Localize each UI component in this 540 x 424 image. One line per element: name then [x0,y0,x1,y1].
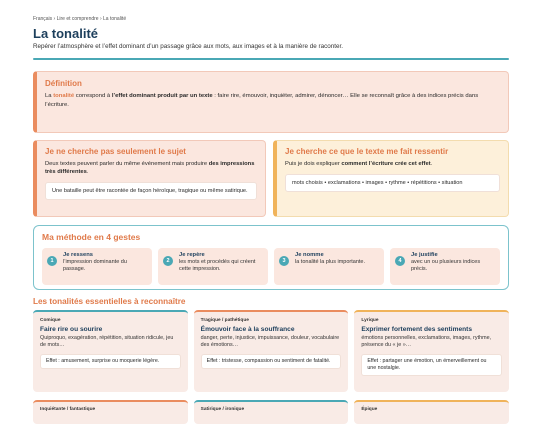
subject-box [33,140,266,217]
definition-box [33,71,509,133]
title-divider [33,58,509,60]
tonality-card [354,310,509,392]
step-text: les mots et procédés qui créent cette impression. [179,259,256,272]
card-text: émotions personnelles, exclamations, images, rythme, présence du « je »… [361,335,492,348]
card-tag: Satirique / ironique [200,407,245,412]
feeling-box [273,140,509,217]
method-box [33,225,509,290]
card-tag: Lyrique [361,318,379,323]
subject-box-text: Deux textes peuvent parler du même événement mais produire des impressions très différentes. [45,161,255,175]
step-number-badge: 1 [47,256,57,266]
method-step [274,248,384,285]
method-step [42,248,152,285]
definition-title: Définition [45,79,82,88]
tonality-card [354,400,509,424]
step-title: Je ressens [63,252,93,258]
step-number-badge: 2 [163,256,173,266]
method-title: Ma méthode en 4 gestes [42,232,141,242]
clues-list: mots choisis • exclamations • images • rythme • répétitions • situation [285,174,500,192]
step-title: Je repère [179,252,205,258]
tonality-card [33,310,188,392]
step-text: l’impression dominante du passage. [63,259,127,272]
card-effect: Effet : partager une émotion, un émerveillement ou une nostalgie. [361,354,502,376]
breadcrumb[interactable]: Français › Lire et comprendre › La tonalité [33,16,127,22]
tonality-cards [33,310,509,392]
card-text: danger, perte, injustice, impuissance, douleur, vocabulaire des émotions… [200,335,340,348]
card-tag: Comique [40,318,61,323]
method-step [158,248,268,285]
feeling-box-text: Puis je dois expliquer comment l’écriture crée cet effet. [285,161,433,167]
definition-text: La tonalité correspond à l’effet dominant produit par un texte : faire rire, émouvoir, inquiéter, admirer, dénoncer… Elle se reconnaît grâce à des indices précis dans l’écriture. [45,93,479,108]
card-title: Faire rire ou sourire [40,326,103,333]
step-number-badge: 4 [395,256,405,266]
step-title: Je justifie [411,252,438,258]
tonality-card [33,400,188,424]
step-title: Je nomme [295,252,324,258]
tonality-card [194,400,349,424]
page-title: La tonalité [33,26,99,41]
method-step [390,248,500,285]
definition-bold: l’effet dominant produit par un texte [111,93,213,99]
tonality-card [194,310,349,392]
card-effect: Effet : amusement, surprise ou moquerie légère. [40,354,181,369]
card-text: Quiproquo, exagération, répétition, situation ridicule, jeu de mots… [40,335,174,348]
step-number-badge: 3 [279,256,289,266]
card-title: Émouvoir face à la souffrance [200,326,295,333]
card-tag: Inquiétante / fantastique [40,407,96,412]
page [33,16,509,412]
subject-box-title: Je ne cherche pas seulement le sujet [45,147,186,156]
page-subtitle: Repérer l’atmosphère et l’effet dominant d’un passage grâce aux mots, aux images et à la manière de raconter. [33,43,344,50]
method-steps [42,248,500,285]
section-title: Les tonalités essentielles à reconnaître [33,297,186,306]
card-tag: Tragique / pathétique [200,318,249,323]
card-effect: Effet : tristesse, compassion ou sentiment de fatalité. [201,354,342,369]
feeling-box-title: Je cherche ce que le texte me fait ressentir [285,147,449,156]
definition-keyword: tonalité [53,93,75,99]
step-text: avec un ou plusieurs indices précis. [411,259,481,272]
tonality-cards-row-2 [33,400,509,424]
card-tag: Épique [361,407,378,412]
card-title: Exprimer fortement des sentiments [361,326,473,333]
step-text: la tonalité la plus importante. [295,259,366,265]
subject-example: Une bataille peut être racontée de façon héroïque, tragique ou même satirique. [45,182,257,200]
